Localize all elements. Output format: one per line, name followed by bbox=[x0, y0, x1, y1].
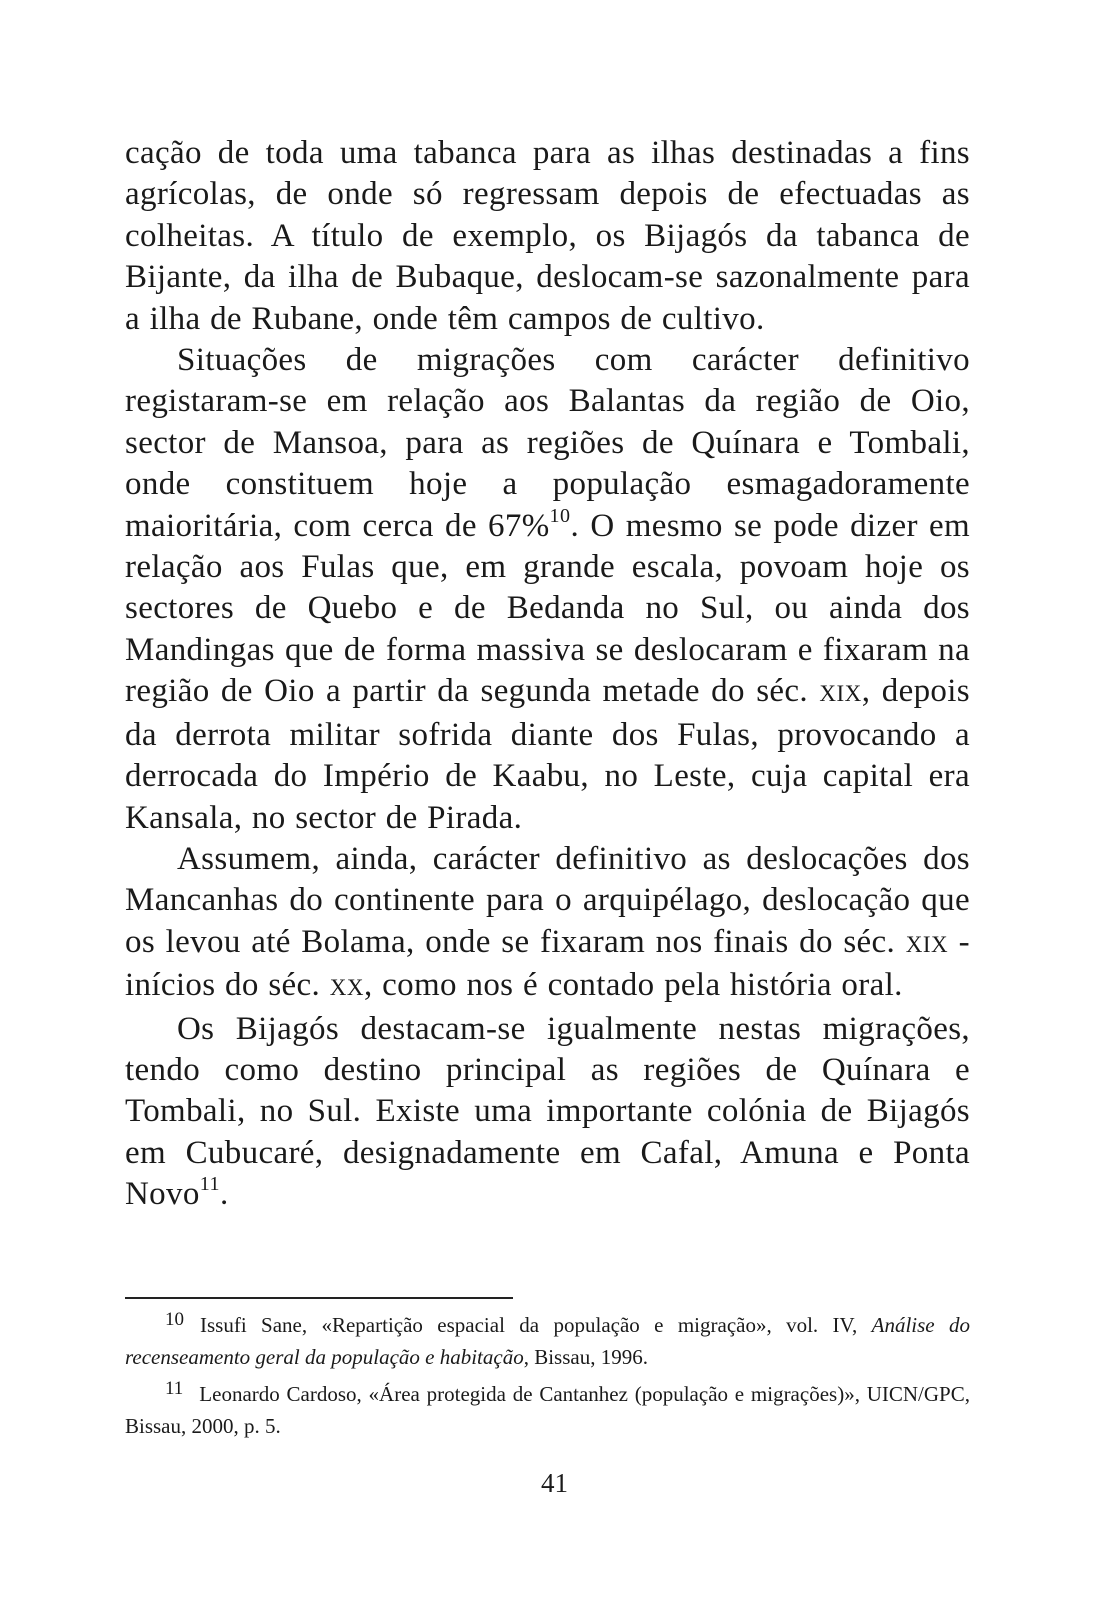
text-run: . O mesmo se pode dizer em relação aos Fulas que, em grande escala, povoam hoje os sectores de Quebo e de Bedanda no Sul, ou ainda dos Mandingas que de forma massiva se deslocaram e fixaram na região de Oio a partir da segunda metade do séc. bbox=[125, 507, 970, 710]
text-run: . bbox=[220, 1176, 229, 1213]
paragraph bbox=[125, 340, 970, 839]
roman-numeral-century: XIX bbox=[905, 931, 949, 957]
footnote-separator-rule bbox=[125, 1297, 513, 1299]
text-run: Assumem, ainda, carácter definitivo as deslocações dos Mancanhas do continente para o arquipélago, deslocação que os levou até Bolama, onde se fixaram nos finais do séc. bbox=[125, 840, 970, 960]
footnote-number: 11 bbox=[165, 1378, 184, 1399]
body-text bbox=[125, 133, 970, 1216]
footnote-number: 10 bbox=[165, 1309, 184, 1330]
footnote-11 bbox=[125, 1379, 970, 1442]
text-run: cação de toda uma tabanca para as ilhas destinadas a fins agrícolas, de onde só regressam depois de efectuadas as colheitas. A título de exemplo, os Bijagós da tabanca de Bijante, da ilha de Bubaque, deslocam-se sazonalmente para a ilha de Rubane, onde têm campos de cultivo. bbox=[125, 135, 970, 337]
text-run: , depois da derrota militar sofrida diante dos Fulas, provocando a derrocada do Império de Kaabu, no Leste, cuja capital era Kansala, no sector de Pirada. bbox=[125, 673, 970, 836]
text-run: , Bissau, 1996. bbox=[523, 1345, 648, 1369]
footnote-reference[interactable]: 11 bbox=[199, 1173, 220, 1196]
footnote-reference[interactable]: 10 bbox=[549, 504, 571, 527]
roman-numeral-century: XIX bbox=[819, 681, 862, 707]
text-run: Os Bijagós destacam-se igualmente nestas migrações, tendo como destino principal as regiões de Quínara e Tombali, no Sul. Existe uma importante colónia de Bijagós em Cubucaré, designadamente em Cafal, Amuna e Ponta Novo bbox=[125, 1010, 970, 1213]
paragraph bbox=[125, 1009, 970, 1216]
text-run: , como nos é contado pela história oral. bbox=[363, 967, 903, 1004]
roman-numeral-century: XX bbox=[329, 975, 364, 1001]
italic-title: Análise do recenseamento geral da população e habitação bbox=[125, 1313, 970, 1369]
footnote-10 bbox=[125, 1310, 970, 1373]
text-run: - inícios do séc. bbox=[125, 923, 970, 1004]
paragraph bbox=[125, 839, 970, 1009]
page-number: 41 bbox=[541, 1468, 568, 1498]
paragraph bbox=[125, 133, 970, 340]
text-run: Situações de migrações com carácter definitivo registaram-se em relação aos Balantas da região de Oio, sector de Mansoa, para as regiões de Quínara e Tombali, onde constituem hoje a população esmagadoramente maioritária, com cerca de 67% bbox=[125, 342, 970, 544]
footnotes bbox=[125, 1310, 970, 1448]
text-run: Issufi Sane, «Repartição espacial da população e migração», vol. IV, bbox=[200, 1313, 872, 1337]
text-run: Leonardo Cardoso, «Área protegida de Cantanhez (população e migrações)», UICN/GPC, Bissau, 2000, p. 5. bbox=[125, 1382, 970, 1438]
